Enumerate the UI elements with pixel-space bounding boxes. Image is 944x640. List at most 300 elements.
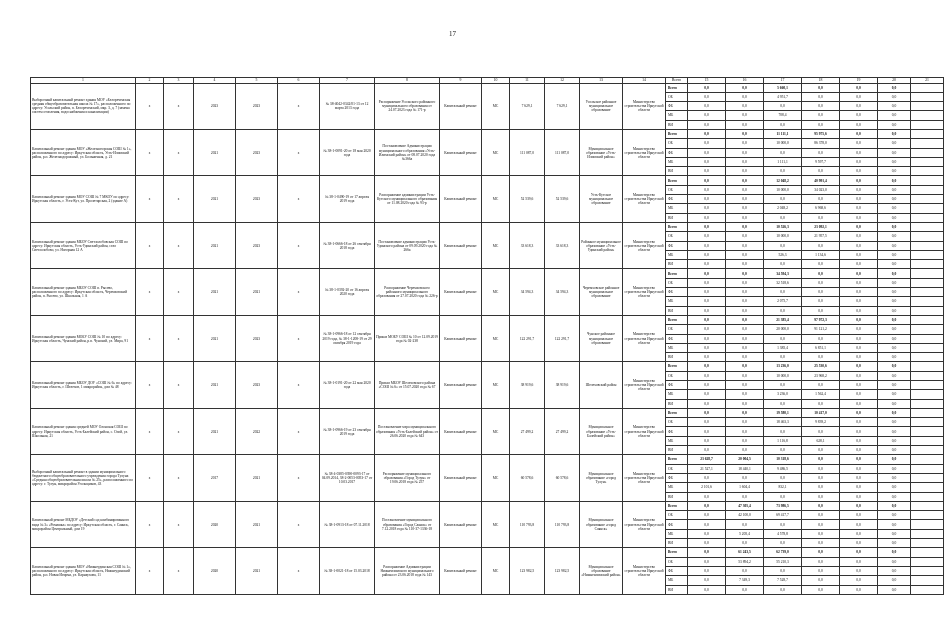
project-name-cell: Капитальный ремонт МБДОУ «Детский сад комбинированного вида № 3» «Ромашка» по адресу: Иркутская область, г. Саянск, микрорайон Центральный, дом 19 [31, 501, 136, 547]
funding-value-cell: 34 023,0 [802, 185, 840, 194]
project-cell-c7: № 38-1-0392-20 от 16 апреля 2020 года [320, 269, 375, 315]
funding-value-cell: 0,0 [840, 492, 878, 501]
funding-value-cell: 1 116,8 [764, 436, 802, 445]
funding-value-cell: 0,0 [726, 381, 764, 390]
project-cell-c14: Министерство строительства Иркутской области [623, 176, 666, 222]
funding-value-cell: 0,0 [802, 306, 840, 315]
funding-value-cell: 0,0 [802, 92, 840, 101]
funding-value-cell: 0,0 [764, 539, 802, 548]
funding-value-cell: 0,0 [688, 288, 726, 297]
project-cell-c13: Районное муниципальное образование «Усть-Удинский район» [580, 222, 623, 268]
funding-value-cell: 0,0 [840, 167, 878, 176]
project-cell-c12: 111 087,0 [545, 129, 580, 175]
funding-value-cell: 7 528,7 [764, 576, 802, 585]
empty-cell [911, 213, 944, 222]
funding-value-cell: 0,0 [840, 111, 878, 120]
empty-cell [911, 566, 944, 575]
empty-cell [911, 222, 944, 231]
funding-value-cell: 0,0 [688, 222, 726, 231]
project-cell-c2: х [136, 455, 164, 501]
funding-value-cell: 10 318,6 [764, 455, 802, 464]
funding-value-cell: 0,0 [688, 390, 726, 399]
investment-table [30, 77, 944, 595]
project-cell-c12: 122 291,7 [545, 315, 580, 361]
funding-value-cell: 0,0 [878, 102, 911, 111]
funding-value-cell: 0,0 [726, 232, 764, 241]
empty-cell [911, 511, 944, 520]
project-cell-c6: х [278, 83, 320, 129]
project-cell-c11: 52 539,6 [510, 176, 545, 222]
project-cell-c3: х [164, 548, 194, 594]
project-cell-c14: Министерство строительства Иркутской области [623, 548, 666, 594]
funding-source-label: Всего [666, 455, 688, 464]
empty-cell [911, 315, 944, 324]
project-name-cell: Выборочный капитальный ремонт здания МОУ «Белореченская средняя общеобразовательная школа № 17», расположенного по адресу: Усольский район, п. Белореченский, мкр. 3, д. 7 (замена систем отопления, водоснабжения и канализации) [31, 83, 136, 129]
project-cell-c12: 60 578,6 [545, 455, 580, 501]
funding-value-cell: 69 417,7 [764, 511, 802, 520]
funding-value-cell: 0,0 [878, 269, 911, 278]
funding-source-label: Всего [666, 83, 688, 92]
empty-cell [911, 464, 944, 473]
column-number: Всего [666, 78, 688, 84]
funding-value-cell: 61 243,5 [726, 548, 764, 557]
empty-cell [911, 390, 944, 399]
project-cell-c5: 2023 [236, 129, 278, 175]
funding-value-cell: 0,0 [764, 288, 802, 297]
project-cell-c12: 110 793,8 [545, 501, 580, 547]
empty-cell [911, 585, 944, 594]
funding-value-cell: 10 526,3 [764, 222, 802, 231]
project-cell-c2: х [136, 408, 164, 454]
funding-source-label: ОБ [666, 185, 688, 194]
funding-source-label: ВИ [666, 167, 688, 176]
funding-value-cell: 708,4 [764, 111, 802, 120]
funding-value-cell: 0,0 [802, 585, 840, 594]
funding-source-label: МБ [666, 297, 688, 306]
funding-value-cell: 10 000,0 [764, 232, 802, 241]
funding-value-cell: 0,0 [840, 548, 878, 557]
funding-value-cell: 0,0 [840, 418, 878, 427]
table-wrapper [30, 77, 944, 595]
funding-value-cell: 0,0 [840, 362, 878, 371]
funding-value-cell: 0,0 [688, 520, 726, 529]
funding-value-cell: 0,0 [840, 269, 878, 278]
project-cell-c5: 2021 [236, 548, 278, 594]
project-cell-c5: 2022 [236, 408, 278, 454]
funding-value-cell: 0,0 [840, 250, 878, 259]
project-cell-c5: 2023 [236, 315, 278, 361]
funding-value-cell: 86 378,0 [802, 139, 840, 148]
funding-source-label: ФБ [666, 148, 688, 157]
funding-value-cell: 18 440,1 [726, 464, 764, 473]
empty-cell [911, 501, 944, 510]
project-cell-c13: Муниципальное образование «Усть-Балейский район» [580, 408, 623, 454]
funding-value-cell: 0,0 [764, 381, 802, 390]
funding-value-cell: 0,0 [802, 464, 840, 473]
funding-value-cell: 0,0 [688, 557, 726, 566]
project-cell-c6: х [278, 362, 320, 408]
funding-value-cell: 0,0 [840, 232, 878, 241]
funding-value-cell: 0,0 [878, 399, 911, 408]
funding-value-cell: 20 000,0 [764, 325, 802, 334]
project-cell-c3: х [164, 408, 194, 454]
project-cell-c7: № 38-4-0385-0390-0093-17 от 04.09.2014, 38-2-0053-0053-17 от 10.03.2017 [320, 455, 375, 501]
funding-value-cell: 1 111,1 [764, 157, 802, 166]
empty-cell [911, 185, 944, 194]
funding-value-cell: 0,0 [688, 427, 726, 436]
funding-value-cell: 0,0 [764, 473, 802, 482]
funding-value-cell: 0,0 [688, 250, 726, 259]
funding-source-label: ОБ [666, 511, 688, 520]
funding-value-cell: 0,0 [840, 83, 878, 92]
empty-cell [911, 176, 944, 185]
funding-value-cell: 0,0 [840, 576, 878, 585]
funding-value-cell: 10 000,0 [764, 139, 802, 148]
funding-value-cell: 0,0 [840, 325, 878, 334]
project-cell-c8: Приказ МОБУ СОШ № 10 от 12.09.2019 года № 02-238 [375, 315, 440, 361]
project-cell-c13: Муниципальное образование «город Саянск» [580, 501, 623, 547]
funding-value-cell: 0,0 [764, 120, 802, 129]
funding-value-cell: 0,0 [688, 260, 726, 269]
funding-value-cell: 0,0 [840, 408, 878, 417]
project-cell-c10: МС [482, 315, 510, 361]
funding-value-cell: 0,0 [726, 427, 764, 436]
funding-value-cell: 0,0 [688, 371, 726, 380]
funding-value-cell: 526,3 [764, 250, 802, 259]
funding-value-cell: 40 991,4 [802, 176, 840, 185]
funding-value-cell: 0,0 [726, 157, 764, 166]
column-number: 9 [440, 78, 482, 84]
table-row [31, 315, 944, 324]
project-cell-c3: х [164, 362, 194, 408]
column-number: 17 [764, 78, 802, 84]
funding-value-cell: 0,0 [840, 222, 878, 231]
funding-value-cell: 0,0 [878, 222, 911, 231]
funding-value-cell: 0,0 [802, 548, 840, 557]
funding-value-cell: 0,0 [726, 473, 764, 482]
funding-value-cell: 0,0 [878, 483, 911, 492]
funding-value-cell: 0,0 [802, 269, 840, 278]
funding-value-cell: 3 236,0 [764, 390, 802, 399]
funding-source-label: ОБ [666, 371, 688, 380]
project-cell-c9: Капитальный ремонт [440, 362, 482, 408]
funding-value-cell: 0,0 [688, 213, 726, 222]
funding-value-cell: 0,0 [878, 306, 911, 315]
funding-value-cell: 0,0 [688, 501, 726, 510]
funding-value-cell: 21 385,4 [764, 315, 802, 324]
funding-value-cell: 0,0 [726, 325, 764, 334]
funding-value-cell: 0,0 [802, 167, 840, 176]
funding-value-cell: 0,0 [802, 260, 840, 269]
funding-value-cell: 0,0 [726, 204, 764, 213]
project-cell-c3: х [164, 222, 194, 268]
funding-value-cell: 0,0 [726, 353, 764, 362]
funding-value-cell: 0,0 [802, 446, 840, 455]
funding-source-label: ОБ [666, 557, 688, 566]
funding-value-cell: 0,0 [840, 585, 878, 594]
funding-value-cell: 0,0 [688, 325, 726, 334]
column-number: 13 [580, 78, 623, 84]
funding-value-cell: 0,0 [726, 408, 764, 417]
funding-value-cell: 0,0 [840, 260, 878, 269]
project-cell-c7: № 38-1-0966-19 от 23 сентября 2019 года [320, 408, 375, 454]
project-cell-c4: 2020 [194, 548, 236, 594]
funding-value-cell: 6 968,6 [802, 204, 840, 213]
funding-value-cell: 0,0 [840, 204, 878, 213]
funding-value-cell: 0,0 [840, 464, 878, 473]
funding-value-cell: 0,0 [726, 111, 764, 120]
column-number: 16 [726, 78, 764, 84]
project-cell-c6: х [278, 129, 320, 175]
empty-cell [911, 483, 944, 492]
column-number: 14 [623, 78, 666, 84]
funding-value-cell: 0,0 [688, 241, 726, 250]
column-number: 2 [136, 78, 164, 84]
funding-value-cell: 0,0 [802, 213, 840, 222]
funding-value-cell: 5 660,1 [764, 83, 802, 92]
funding-value-cell: 0,0 [878, 464, 911, 473]
project-cell-c7: № 38-4042-0342/01-13 от 12 марта 2013 года [320, 83, 375, 129]
funding-value-cell: 0,0 [802, 557, 840, 566]
column-number: 19 [840, 78, 878, 84]
funding-value-cell: 62 739,0 [764, 548, 802, 557]
funding-value-cell: 0,0 [726, 390, 764, 399]
column-number: 1 [31, 78, 136, 84]
funding-value-cell: 0,0 [688, 195, 726, 204]
project-cell-c6: х [278, 222, 320, 268]
project-cell-c3: х [164, 501, 194, 547]
funding-value-cell: 0,0 [726, 288, 764, 297]
funding-value-cell: 0,0 [764, 446, 802, 455]
funding-value-cell: 0,0 [840, 390, 878, 399]
project-cell-c9: Капитальный ремонт [440, 548, 482, 594]
funding-value-cell: 0,0 [688, 102, 726, 111]
empty-cell [911, 148, 944, 157]
funding-value-cell: 0,0 [878, 148, 911, 157]
funding-value-cell: 0,0 [764, 102, 802, 111]
empty-cell [911, 334, 944, 343]
funding-value-cell: 0,0 [840, 539, 878, 548]
empty-cell [911, 353, 944, 362]
funding-value-cell: 0,0 [688, 269, 726, 278]
project-cell-c7: № 38-1-0021-18 от 15.03.2018 [320, 548, 375, 594]
funding-value-cell: 0,0 [840, 185, 878, 194]
funding-value-cell: 21 957,5 [802, 232, 840, 241]
project-cell-c14: Министерство строительства Иркутской области [623, 455, 666, 501]
project-cell-c11: 27 499,2 [510, 408, 545, 454]
project-cell-c12: 33 618,3 [545, 222, 580, 268]
funding-value-cell: 0,0 [688, 539, 726, 548]
funding-value-cell: 0,0 [840, 148, 878, 157]
funding-source-label: ФБ [666, 288, 688, 297]
funding-value-cell: 0,0 [840, 436, 878, 445]
funding-value-cell: 0,0 [688, 148, 726, 157]
project-cell-c9: Капитальный ремонт [440, 83, 482, 129]
column-number: 10 [482, 78, 510, 84]
project-cell-c13: Шелеховский район [580, 362, 623, 408]
funding-value-cell: 0,0 [878, 176, 911, 185]
funding-value-cell: 0,0 [764, 492, 802, 501]
funding-value-cell: 0,0 [802, 399, 840, 408]
empty-cell [911, 167, 944, 176]
funding-value-cell: 1 385,4 [764, 343, 802, 352]
funding-value-cell: 0,0 [688, 315, 726, 324]
project-cell-c8: Распоряжение муниципального образования «Город Тулун» от 19.06.2018 года № 257 [375, 455, 440, 501]
funding-value-cell: 0,0 [802, 297, 840, 306]
funding-value-cell: 0,0 [878, 213, 911, 222]
empty-cell [911, 446, 944, 455]
project-cell-c6: х [278, 548, 320, 594]
project-cell-c5: 2021 [236, 501, 278, 547]
funding-source-label: МБ [666, 111, 688, 120]
funding-value-cell: 9 486,5 [764, 464, 802, 473]
funding-value-cell: 0,0 [878, 241, 911, 250]
funding-value-cell: 0,0 [878, 157, 911, 166]
project-name-cell: Капитальный ремонт здания средней МОУ Олонская СОШ по адресу: Иркутская область, Усть-Балейский район, с. Олой, ул. Школьная, 21 [31, 408, 136, 454]
funding-value-cell: 0,0 [878, 520, 911, 529]
funding-value-cell: 0,0 [878, 111, 911, 120]
funding-value-cell: 0,0 [878, 557, 911, 566]
project-cell-c8: Постановление Администрации муниципального образования «Усть-Илимский район» от 08.07.2020 года №366а [375, 129, 440, 175]
funding-value-cell: 0,0 [840, 213, 878, 222]
funding-source-label: МБ [666, 529, 688, 538]
page-number: 17 [449, 30, 456, 38]
funding-value-cell: 0,0 [878, 576, 911, 585]
empty-cell [911, 269, 944, 278]
funding-value-cell: 1 134,6 [802, 250, 840, 259]
funding-value-cell: 0,0 [726, 362, 764, 371]
project-cell-c14: Министерство строительства Иркутской области [623, 501, 666, 547]
funding-value-cell: 25 530,6 [802, 362, 840, 371]
funding-value-cell: 0,0 [726, 241, 764, 250]
project-name-cell: Капитальный ремонт здания МБОУ СОШ п. Рысево, расположенного по адресу: Иркутская область, Черемховский район, п. Рысево, ул. Школьная, 1 А [31, 269, 136, 315]
project-cell-c9: Капитальный ремонт [440, 222, 482, 268]
funding-source-label: ФБ [666, 195, 688, 204]
empty-cell [911, 250, 944, 259]
project-cell-c3: х [164, 455, 194, 501]
empty-cell [911, 381, 944, 390]
funding-value-cell: 0,0 [688, 278, 726, 287]
project-cell-c2: х [136, 176, 164, 222]
funding-value-cell: 0,0 [726, 539, 764, 548]
funding-value-cell: 0,0 [688, 381, 726, 390]
project-cell-c12: 123 982,5 [545, 548, 580, 594]
funding-source-label: ВИ [666, 120, 688, 129]
funding-value-cell: 0,0 [764, 399, 802, 408]
funding-value-cell: 18 463,3 [764, 418, 802, 427]
funding-source-label: ОБ [666, 232, 688, 241]
funding-value-cell: 0,0 [726, 139, 764, 148]
funding-source-label: Всего [666, 362, 688, 371]
funding-source-label: МБ [666, 204, 688, 213]
column-number: 7 [320, 78, 375, 84]
funding-source-label: ОБ [666, 92, 688, 101]
funding-value-cell: 0,0 [688, 176, 726, 185]
funding-value-cell: 0,0 [840, 483, 878, 492]
funding-value-cell: 0,0 [878, 501, 911, 510]
empty-cell [911, 548, 944, 557]
funding-value-cell: 0,0 [688, 334, 726, 343]
project-cell-c3: х [164, 83, 194, 129]
empty-cell [911, 306, 944, 315]
table-row [31, 548, 944, 557]
funding-value-cell: 0,0 [726, 176, 764, 185]
project-cell-c5: 2021 [236, 269, 278, 315]
project-cell-c11: 60 578,6 [510, 455, 545, 501]
empty-cell [911, 232, 944, 241]
funding-value-cell: 0,0 [726, 371, 764, 380]
table-row [31, 455, 944, 464]
funding-value-cell: 0,0 [840, 566, 878, 575]
project-cell-c6: х [278, 176, 320, 222]
project-cell-c11: 33 618,3 [510, 222, 545, 268]
funding-value-cell: 0,0 [840, 473, 878, 482]
funding-value-cell: 0,0 [840, 353, 878, 362]
project-cell-c13: Усть-Кутское муниципальное образование [580, 176, 623, 222]
funding-value-cell: 0,0 [726, 83, 764, 92]
project-cell-c14: Министерство строительства Иркутской области [623, 408, 666, 454]
funding-value-cell: 0,0 [802, 576, 840, 585]
funding-value-cell: 0,0 [688, 185, 726, 194]
funding-value-cell: 0,0 [764, 167, 802, 176]
project-cell-c12: 7 629,1 [545, 83, 580, 129]
column-number: 15 [688, 78, 726, 84]
funding-value-cell: 53 894,2 [726, 557, 764, 566]
empty-cell [911, 120, 944, 129]
project-cell-c8: Приказ МБОУ Шелеховского района «СОШ № 6» от 15.07.2020 года № 67 [375, 362, 440, 408]
funding-value-cell: 0,0 [878, 185, 911, 194]
funding-value-cell: 0,0 [802, 334, 840, 343]
funding-source-label: Всего [666, 222, 688, 231]
funding-value-cell: 0,0 [878, 408, 911, 417]
funding-value-cell: 12 048,2 [764, 176, 802, 185]
funding-value-cell: 0,0 [840, 371, 878, 380]
project-cell-c10: МС [482, 222, 510, 268]
funding-value-cell: 0,0 [688, 83, 726, 92]
funding-source-label: ВИ [666, 353, 688, 362]
funding-value-cell: 0,0 [688, 408, 726, 417]
funding-value-cell: 0,0 [688, 297, 726, 306]
funding-value-cell: 2 101,6 [688, 483, 726, 492]
funding-source-label: ВИ [666, 306, 688, 315]
funding-value-cell: 23 092,1 [802, 222, 840, 231]
funding-value-cell: 0,0 [688, 566, 726, 575]
project-cell-c10: МС [482, 176, 510, 222]
funding-source-label: МБ [666, 390, 688, 399]
column-number: 11 [510, 78, 545, 84]
table-row [31, 83, 944, 92]
project-cell-c2: х [136, 315, 164, 361]
funding-value-cell: 0,0 [764, 334, 802, 343]
column-number: 12 [545, 78, 580, 84]
funding-source-label: Всего [666, 269, 688, 278]
funding-value-cell: 0,0 [878, 315, 911, 324]
funding-value-cell: 0,0 [688, 167, 726, 176]
project-cell-c11: 38 919,6 [510, 362, 545, 408]
funding-value-cell: 0,0 [878, 381, 911, 390]
empty-cell [911, 408, 944, 417]
project-cell-c10: МС [482, 83, 510, 129]
project-cell-c14: Министерство строительства Иркутской области [623, 83, 666, 129]
funding-source-label: МБ [666, 250, 688, 259]
funding-value-cell: 0,0 [840, 399, 878, 408]
project-cell-c8: Распоряжение Администрации Нижнеилимского муниципального района от 23.06.2018 года № 143 [375, 548, 440, 594]
funding-source-label: ФБ [666, 381, 688, 390]
funding-value-cell: 23 968,2 [802, 371, 840, 380]
funding-value-cell: 34 594,3 [764, 269, 802, 278]
funding-value-cell: 9 597,7 [802, 157, 840, 166]
project-cell-c10: МС [482, 362, 510, 408]
